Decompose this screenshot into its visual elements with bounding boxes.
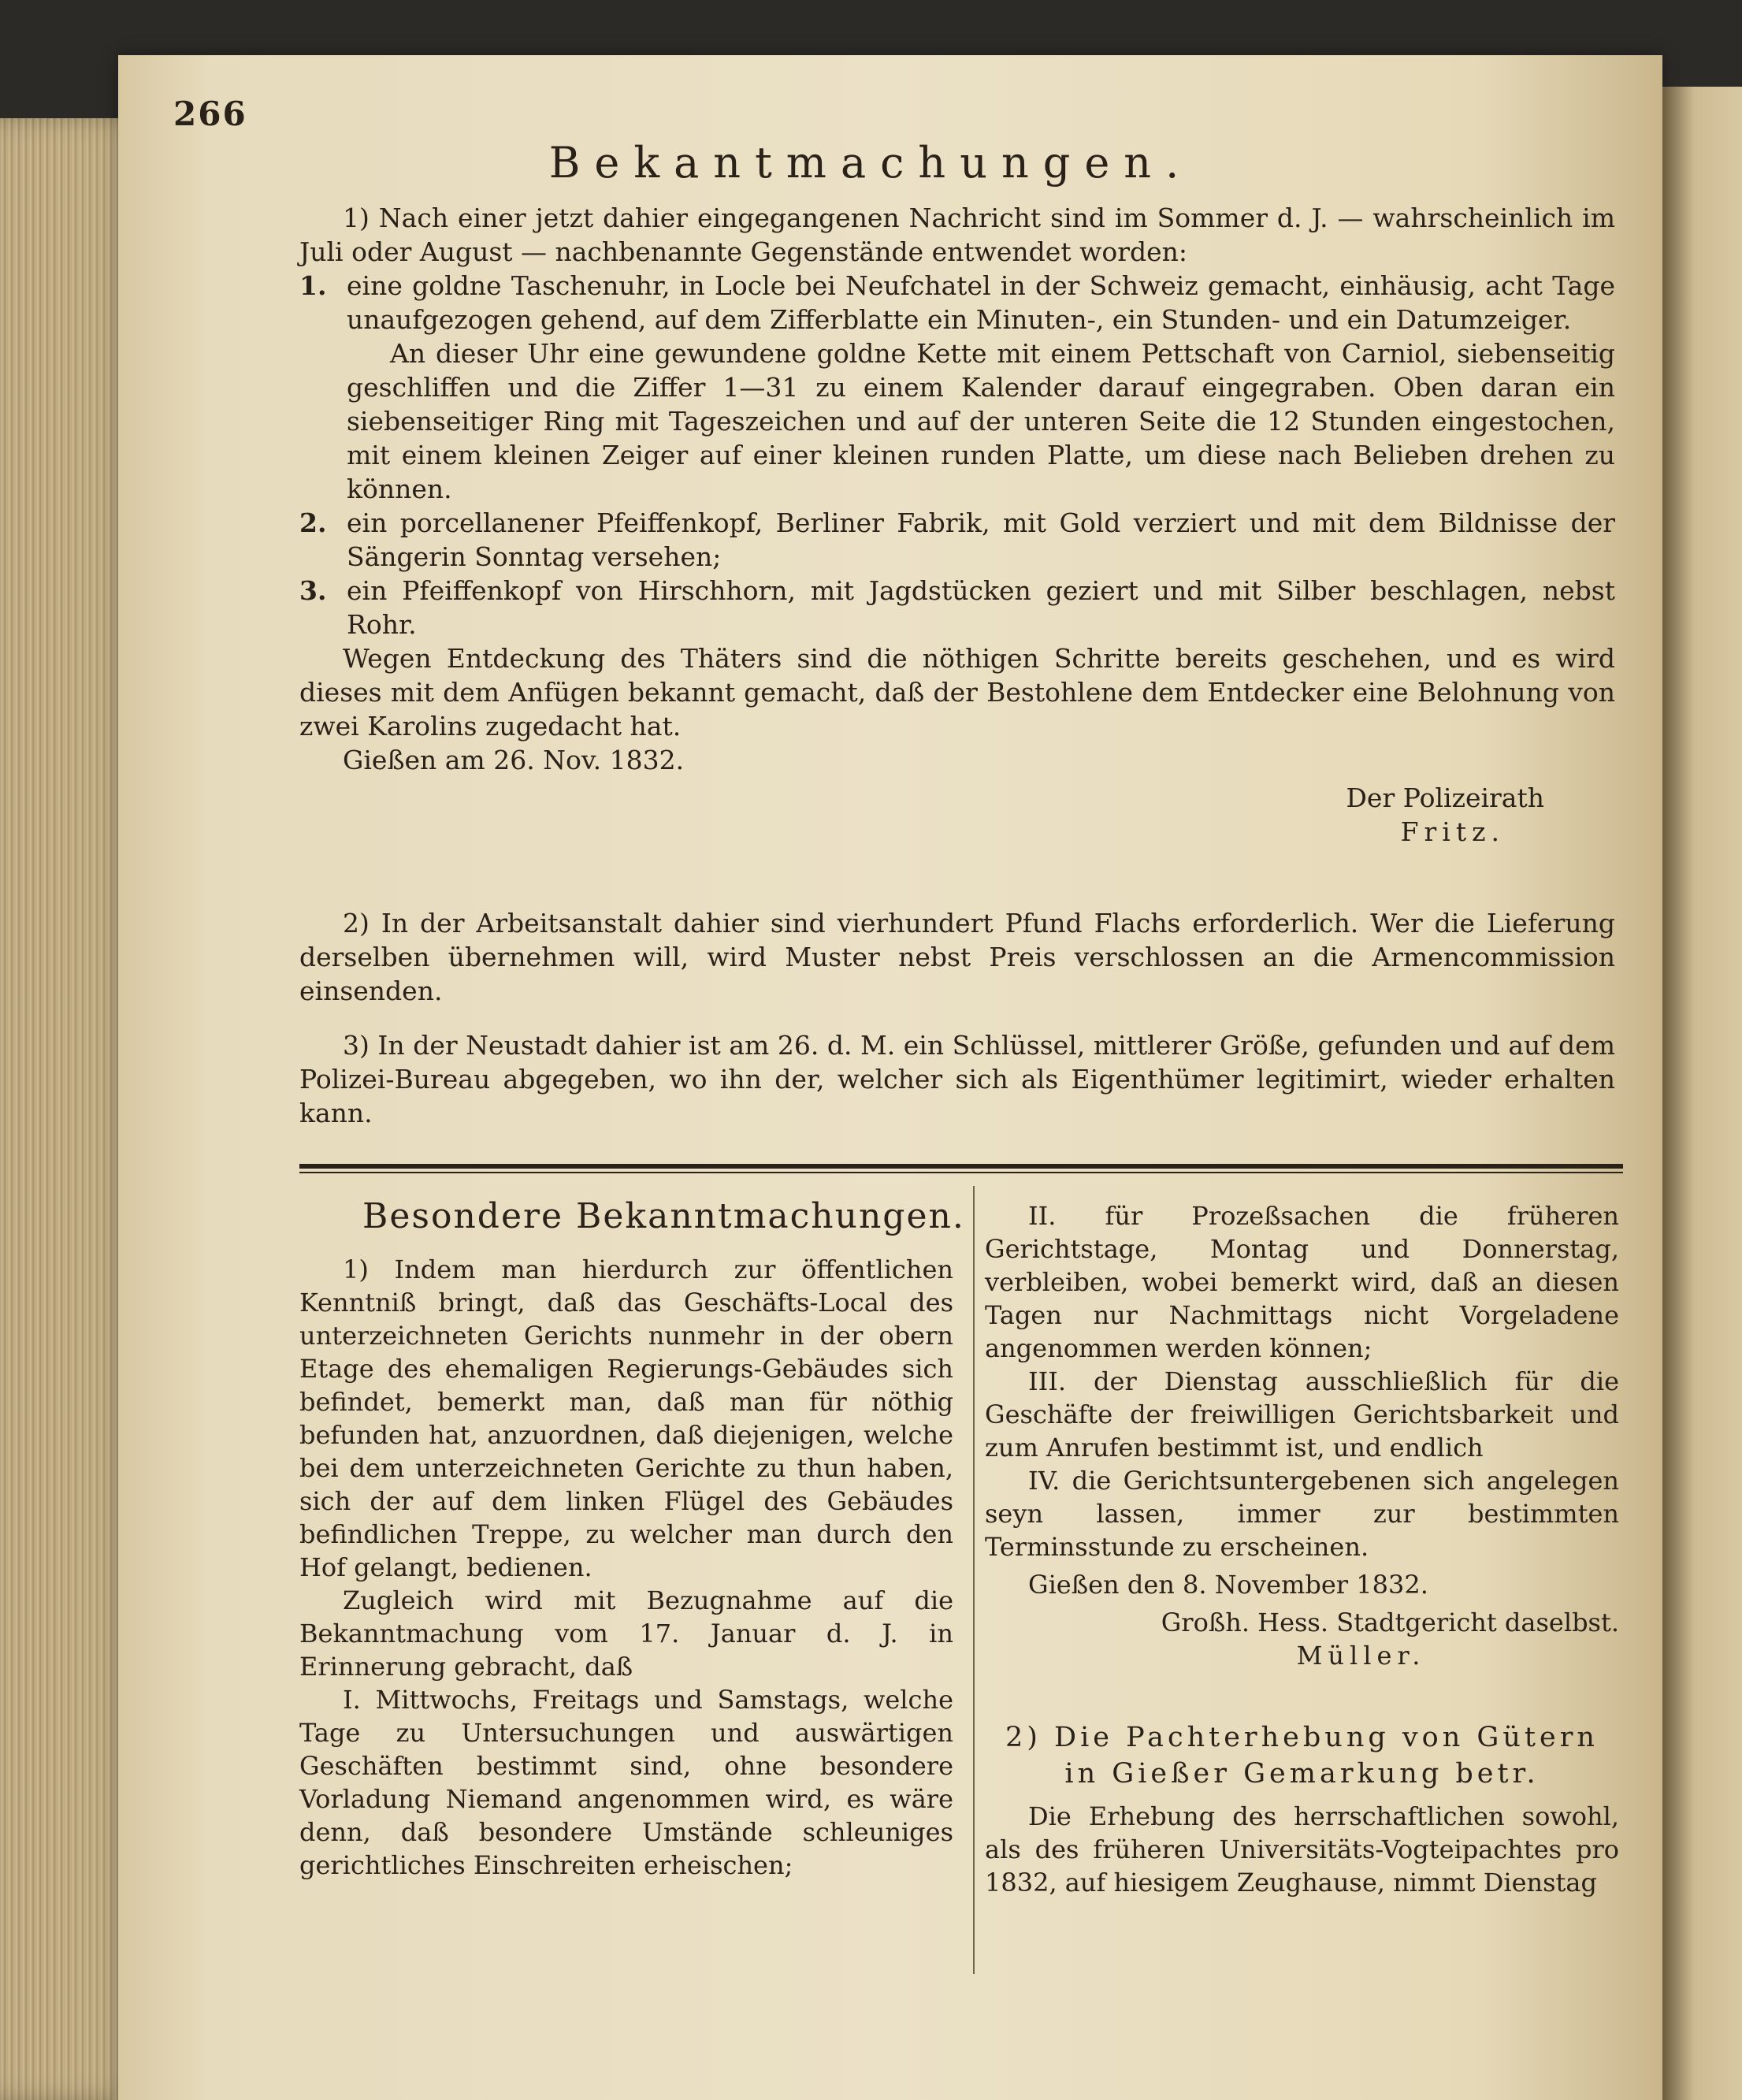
item-text: ein porcellanener Pfeiffenkopf, Berliner Fabrik, mit Gold verziert und mit dem Bildnisse der Sängerin Sonntag versehen; (347, 507, 1615, 572)
item-number: 3. (299, 575, 327, 606)
next-page-edge (1662, 87, 1742, 2100)
item-number: 2. (299, 507, 327, 538)
special-item-I: I. Mittwochs, Freitags und Samstags, welche Tage zu Untersuchungen und auswärtigen Geschäften bestimmt sind, ohne besondere Vorladung Niemand angenommen wird, es wäre denn, daß besondere Umstände schleuniges gerichtliches Einschreiten erheischen; (299, 1685, 953, 1880)
special-item-III: III. der Dienstag ausschließlich für die Geschäfte der freiwilligen Gerichtsbarkeit und zum Anrufen bestimmt ist, und endlich (985, 1366, 1619, 1463)
notice-2 (299, 906, 1615, 1008)
notice-1 (299, 201, 1615, 849)
signer-name: Fritz. (1400, 816, 1505, 847)
notice-2-text: 2) In der Arbeitsanstalt dahier sind vierhundert Pfund Flachs erforderlich. Wer die Lieferung derselben übernehmen will, wird Muster nebst Preis verschlossen an die Armencommission einsenden. (299, 908, 1615, 1006)
notice-1-lead: 1) Nach einer jetzt dahier eingegangenen Nachricht sind im Sommer d. J. — wahrscheinlich im Juli oder August — nachbenannte Gegenstände entwendet worden: (299, 203, 1615, 267)
notice-3 (299, 1028, 1615, 1130)
notice-1-item (299, 574, 1615, 641)
court-signer-title: Großh. Hess. Stadtgericht daselbst. (1161, 1608, 1619, 1637)
signer-title: Der Polizeirath (1346, 782, 1544, 813)
item-text: eine goldne Taschenuhr, in Locle bei Neufchatel in der Schweiz gemacht, einhäusig, acht Tage unaufgezogen gehend, auf dem Zifferblatte ein Minuten-, ein Stunden- und ein Datumzeiger. (347, 270, 1615, 335)
special-para-1: 1) Indem man hierdurch zur öffentlichen Kenntniß bringt, daß das Geschäfts-Local des unterzeichneten Gerichts nunmehr in der obern Etage des ehemaligen Regierungs-Gebäudes sich befindet, bemerkt man, daß man für nöthig befunden hat, anzuordnen, daß diejenigen, welche bei dem unterzeichneten Gerichte zu thun haben, sich der auf dem linken Flügel des Gebäudes befindlichen Treppe, zu welcher man durch den Hof gelangt, bedienen. (299, 1254, 953, 1582)
notice-3-text: 3) In der Neustadt dahier ist am 26. d. M. ein Schlüssel, mittlerer Größe, gefunden und auf dem Polizei-Bureau abgegeben, wo ihn der, welcher sich als Eigenthümer legitimirt, wieder erhalten kann. (299, 1030, 1615, 1128)
page-title: Bekantmachungen. (548, 138, 1194, 188)
special-place-date: Gießen den 8. November 1832. (1028, 1570, 1428, 1600)
item-text: ein Pfeiffenkopf von Hirschhorn, mit Jagdstücken geziert und mit Silber beschlagen, nebst Rohr. (347, 575, 1615, 640)
notice-1-closing: Wegen Entdeckung des Thäters sind die nöthigen Schritte bereits geschehen, und es wird dieses mit dem Anfügen bekannt gemacht, daß der Bestohlene dem Entdecker eine Belohnung von zwei Karolins zugedacht hat. (299, 643, 1615, 742)
pacht-notice-text: Die Erhebung des herrschaftlichen sowohl, als des früheren Universitäts-Vogteipachtes pro 1832, auf hiesigem Zeughause, nimmt Dienstag (985, 1801, 1619, 1897)
section-divider (299, 1164, 1623, 1173)
notice-1-item (299, 269, 1615, 336)
special-right-column (985, 1199, 1619, 1899)
notice-1-place-date: Gießen am 26. Nov. 1832. (343, 745, 685, 775)
section-heading: Besondere Bekanntmachungen. (362, 1196, 965, 1236)
special-para-2: Zugleich wird mit Bezugnahme auf die Bekanntmachung vom 17. Januar d. J. in Erinnerung gebracht, daß (299, 1585, 953, 1682)
item-extra-text: An dieser Uhr eine gewundene goldne Kette mit einem Pettschaft von Carniol, siebenseitig geschliffen und die Ziffer 1—31 zu einem Kalender darauf eingegraben. Oben daran ein siebenseitiger Ring mit Tageszeichen und auf der unteren Seite die 12 Stunden eingestochen, mit einem kleinen Zeiger auf einer kleinen runden Platte, um diese nach Belieben drehen zu können. (347, 338, 1615, 504)
special-left-column (299, 1253, 953, 1882)
notice-1-item-extra (299, 336, 1615, 506)
pacht-notice-heading: 2) Die Pachterhebung von Gütern in Gießer Gemarkung betr. (1005, 1722, 1599, 1790)
special-item-II: II. für Prozeßsachen die früheren Gerichtstage, Montag und Donnerstag, verbleiben, wobei bemerkt wird, daß an diesen Tagen nur Nachmittags nicht Vorgeladene angenommen werden können; (985, 1201, 1619, 1363)
item-number: 1. (299, 270, 327, 301)
page-number: 266 (173, 95, 247, 133)
special-item-IV: IV. die Gerichtsuntergebenen sich angelegen seyn lassen, immer zur bestimmten Terminsstunde zu erscheinen. (985, 1466, 1619, 1562)
column-divider (973, 1186, 975, 1974)
notice-1-item (299, 506, 1615, 574)
court-signer-name: Müller. (1296, 1641, 1426, 1671)
